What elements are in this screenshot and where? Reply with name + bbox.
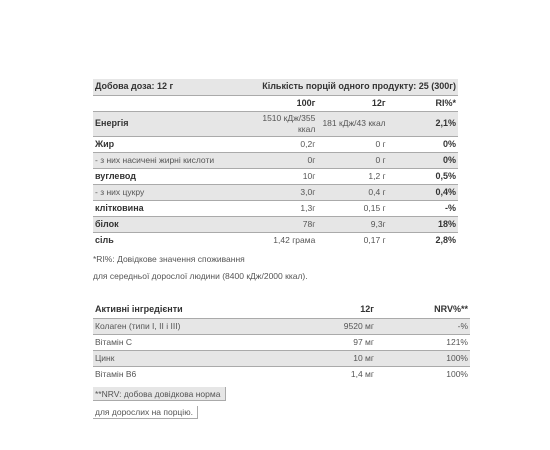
- table-row: Цинк 10 мг 100%: [93, 350, 470, 366]
- table-row: - з них цукру 3,0г 0,4 г 0,4%: [93, 184, 458, 200]
- table-row: Жир 0,2г 0 г 0%: [93, 136, 458, 152]
- nrv-note: **NRV: добова довідкова норма для дорослих на порцію.: [93, 384, 458, 420]
- columns-row: [93, 95, 458, 111]
- nutrition-table: [93, 79, 458, 248]
- col-ri: RI%*: [388, 95, 458, 111]
- table-row: вуглевод 10г 1,2 г 0,5%: [93, 168, 458, 184]
- ri-note: *RI%: Довідкове значення споживання для середньої дорослої людини (8400 кДж/2000 ккал).: [93, 254, 308, 281]
- active-header-row: Активні інгредієнти 12г NRV%**: [93, 302, 470, 318]
- table-row: Вітамін В6 1,4 мг 100%: [95, 368, 468, 379]
- col-12g: 12г: [317, 95, 387, 111]
- servings-info: Кількість порцій одного продукту: 25 (300г): [247, 79, 458, 95]
- table-row: клітковина 1,3г 0,15 г -%: [93, 200, 458, 216]
- active-ingredients-table: [93, 302, 470, 382]
- table-row: Енергія 1510 кДж/355 ккал 181 кДж/43 ккал 2,1%: [93, 111, 458, 136]
- daily-dose: Добова доза: 12 г: [93, 79, 247, 95]
- header-row: [93, 79, 458, 95]
- table-row: Вітамін С 97 мг 121%: [93, 334, 470, 350]
- nutrition-facts: [93, 79, 468, 420]
- table-row: Колаген (типи I, II і III) 9520 мг -%: [93, 318, 470, 334]
- col-100g: 100г: [247, 95, 317, 111]
- table-row: сіль 1,42 грама 0,17 г 2,8%: [95, 234, 456, 245]
- table-row: - з них насичені жирні кислоти 0г 0 г 0%: [93, 152, 458, 168]
- table-row: білок 78г 9,3г 18%: [93, 216, 458, 232]
